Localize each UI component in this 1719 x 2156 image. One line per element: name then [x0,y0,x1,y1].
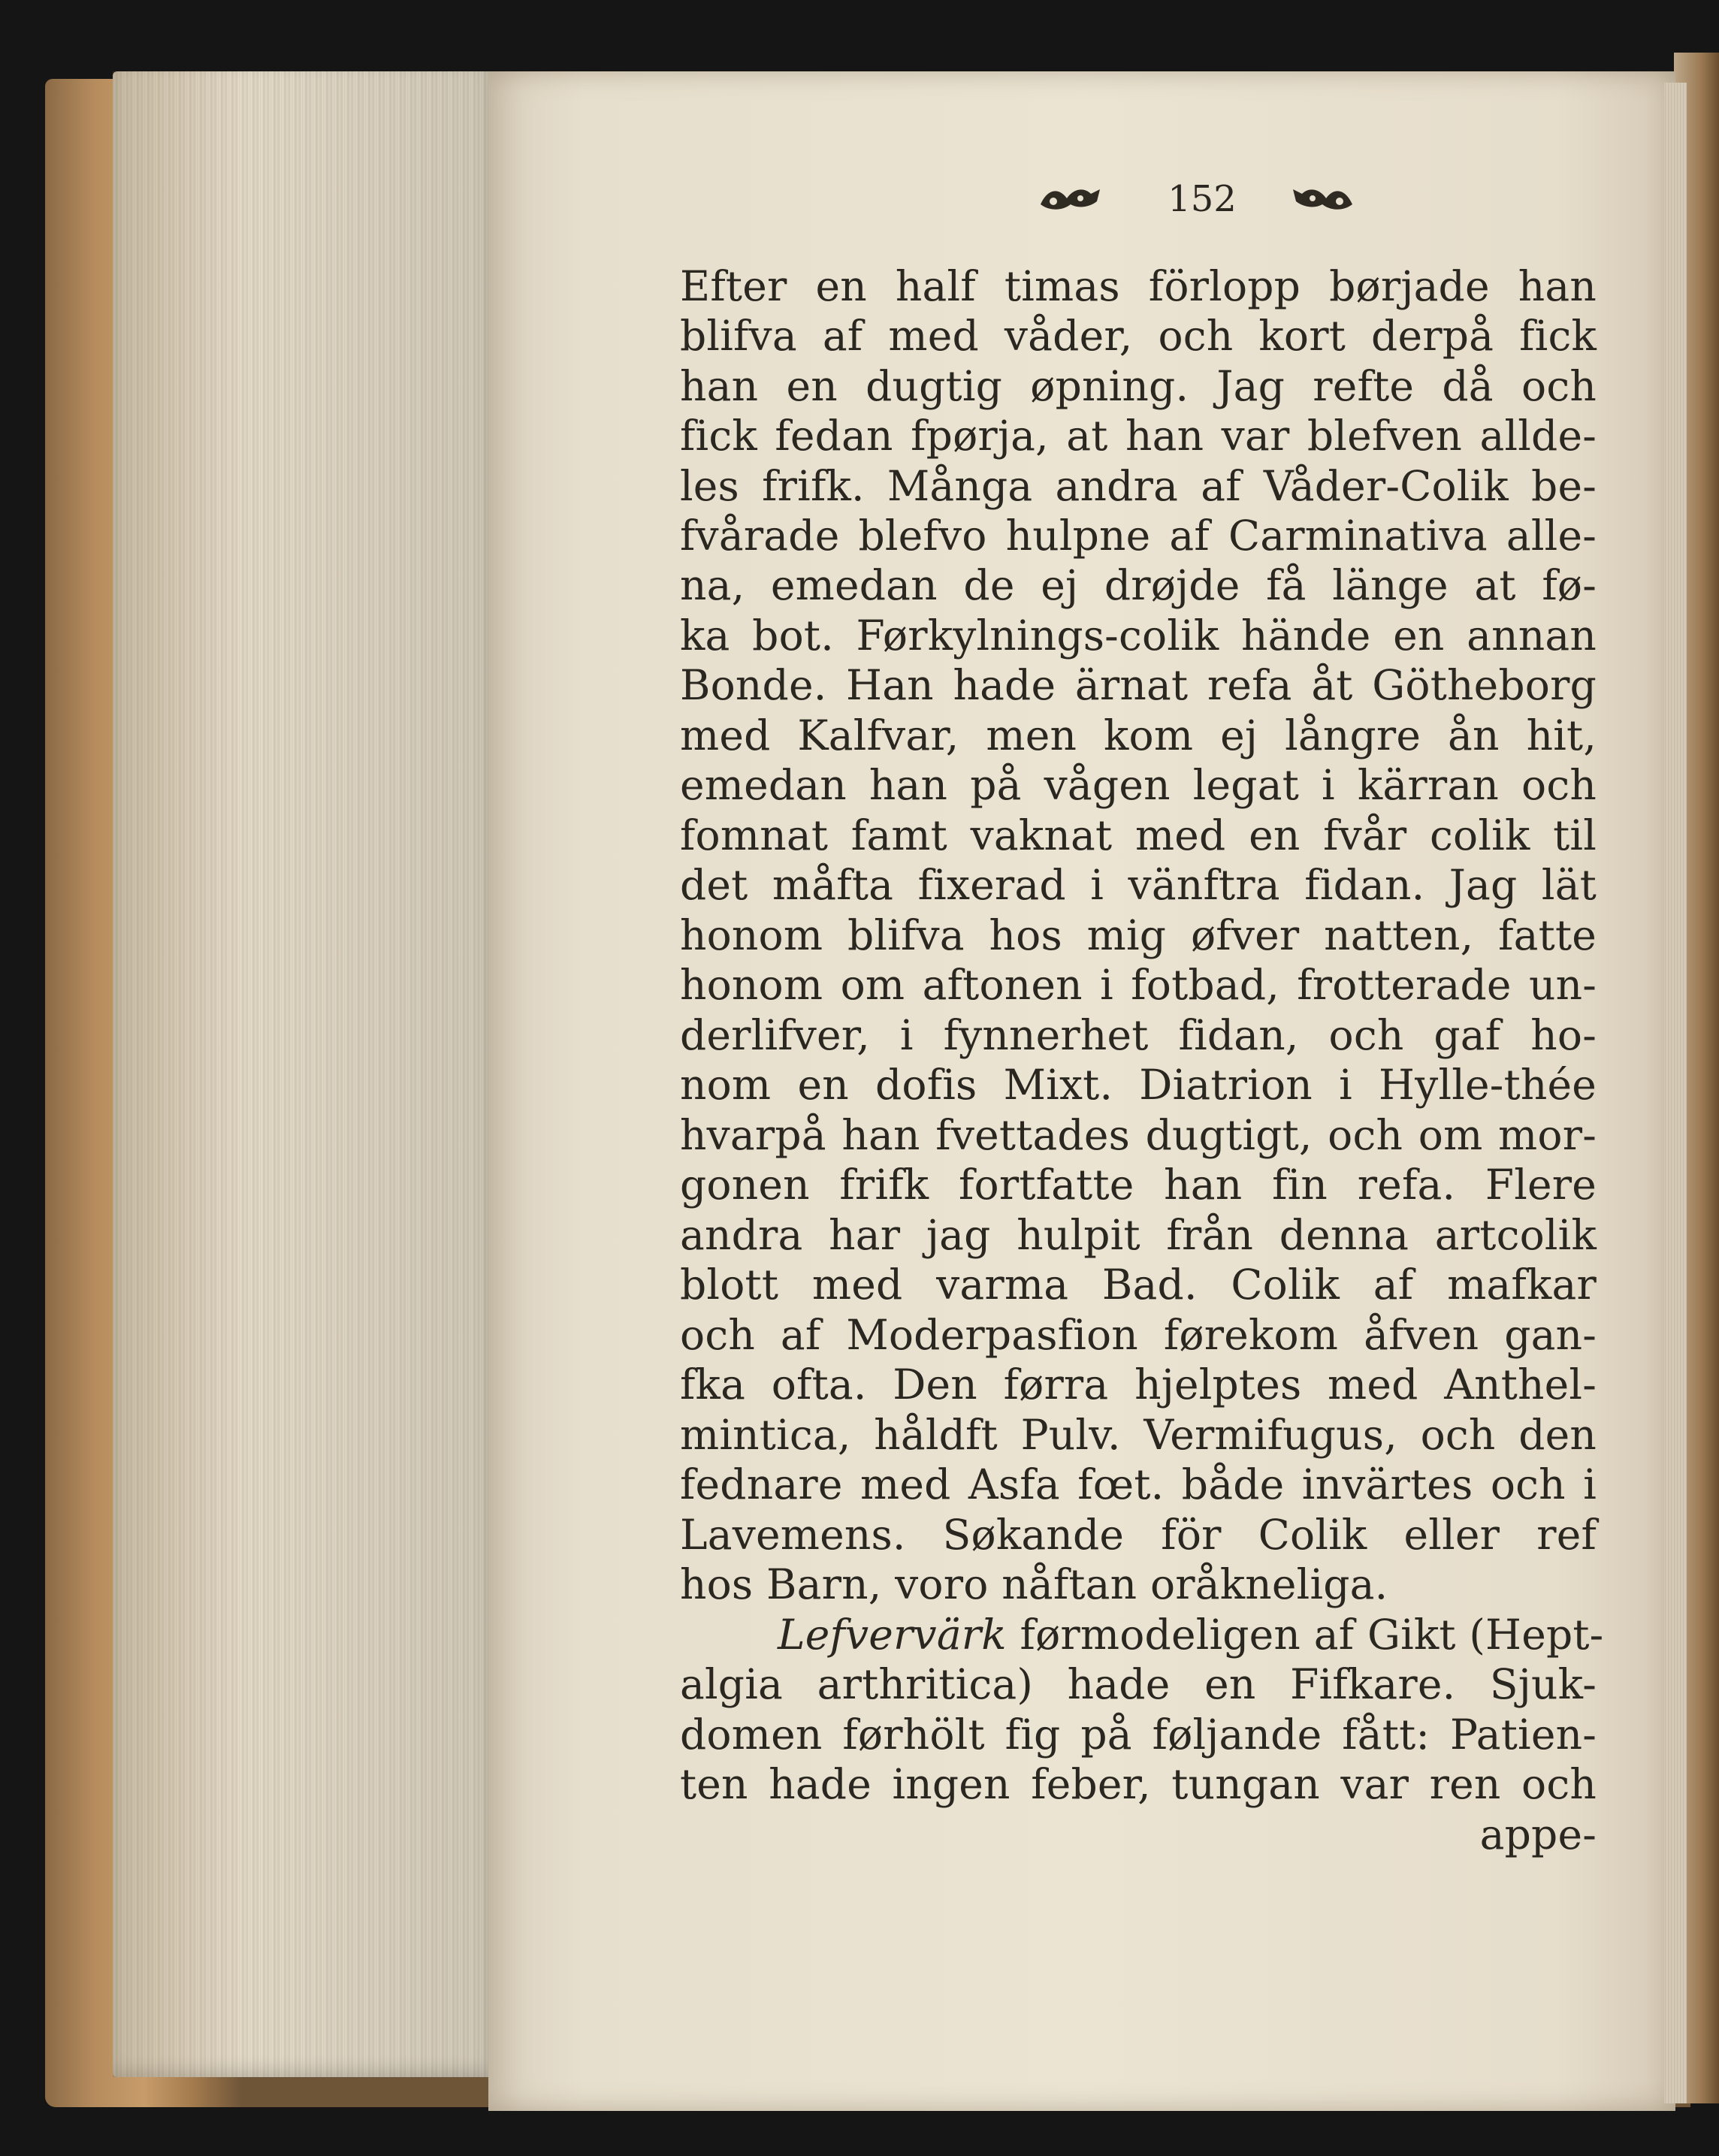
text-line: mintica, håldft Pulv. Vermifugus, och den [680,1411,1597,1459]
paragraph-start-line [680,1610,1604,1659]
text-line: gonen frifk fortfatte han fin refa. Flere [680,1161,1597,1209]
italic-lead-word: Lefvervärk [778,1611,1007,1659]
text-line: honom om aftonen i fotbad, frotterade un- [680,961,1597,1009]
text-line: domen førhölt fig på føljande fått: Patien- [680,1711,1597,1759]
text-line: Lavemens. Søkande för Colik eller ref [680,1511,1597,1559]
text-line: med Kalfvar, men kom ej långre ån hit, [680,711,1597,759]
text-line: algia arthritica) hade en Fifkare. Sjuk- [680,1660,1597,1708]
text-line: honom blifva hos mig øfver natten, fatte [680,911,1597,959]
page-number: 152 [1168,178,1237,220]
text-span: førmodeligen af Gikt (Hept- [1006,1611,1604,1659]
text-line: na, emedan de ej drøjde få länge at fø- [680,561,1597,609]
text-line: ten hade ingen feber, tungan var ren och [680,1760,1597,1808]
text-line: les frifk. Många andra af Våder-Colik be- [680,462,1597,510]
text-line: hos Barn, voro nåftan oråkneliga. [680,1560,1388,1608]
text-line: fomnat famt vaknat med en fvår colik til [680,811,1597,859]
text-line: nom en dofis Mixt. Diatrion i Hylle-thée [680,1061,1597,1109]
page-header [1037,174,1352,227]
text-line: andra har jag hulpit från denna artcolik [680,1211,1597,1259]
text-line: ka bot. Førkylnings-colik hände en annan [680,611,1597,660]
text-line: fka ofta. Den førra hjelptes med Anthel- [680,1360,1597,1409]
text-line: fick fedan fpørja, at han var blefven allde- [680,412,1597,460]
text-line: det måfta fixerad i vänftra fidan. Jag lät [680,861,1597,909]
text-line: fednare med Asfa fœt. både invärtes och i [680,1460,1597,1508]
text-line: Bonde. Han hade ärnat refa åt Götheborg [680,661,1597,709]
text-line: han en dugtig øpning. Jag refte då och [680,362,1597,410]
text-line: hvarpå han fvettades dugtigt, och om mor- [680,1111,1597,1159]
text-line: derlifver, i fynnerhet fidan, och gaf ho- [680,1011,1597,1059]
ornament-left-icon [1037,182,1104,215]
text-line: blifva af med våder, och kort derpå fick [680,312,1597,360]
catchword: appe- [1479,1810,1597,1859]
ornament-right-icon [1288,182,1356,215]
text-line: och af Moderpasfion førekom åfven gan- [680,1311,1597,1359]
text-line: emedan han på vågen legat i kärran och [680,761,1597,809]
text-line: Efter en half timas förlopp børjade han [680,262,1597,310]
page-edge [1664,83,1687,2103]
text-line: fvårade blefvo hulpne af Carminativa alle- [680,512,1597,560]
page-stack [113,71,488,2077]
text-line: blott med varma Bad. Colik af mafkar [680,1261,1597,1309]
